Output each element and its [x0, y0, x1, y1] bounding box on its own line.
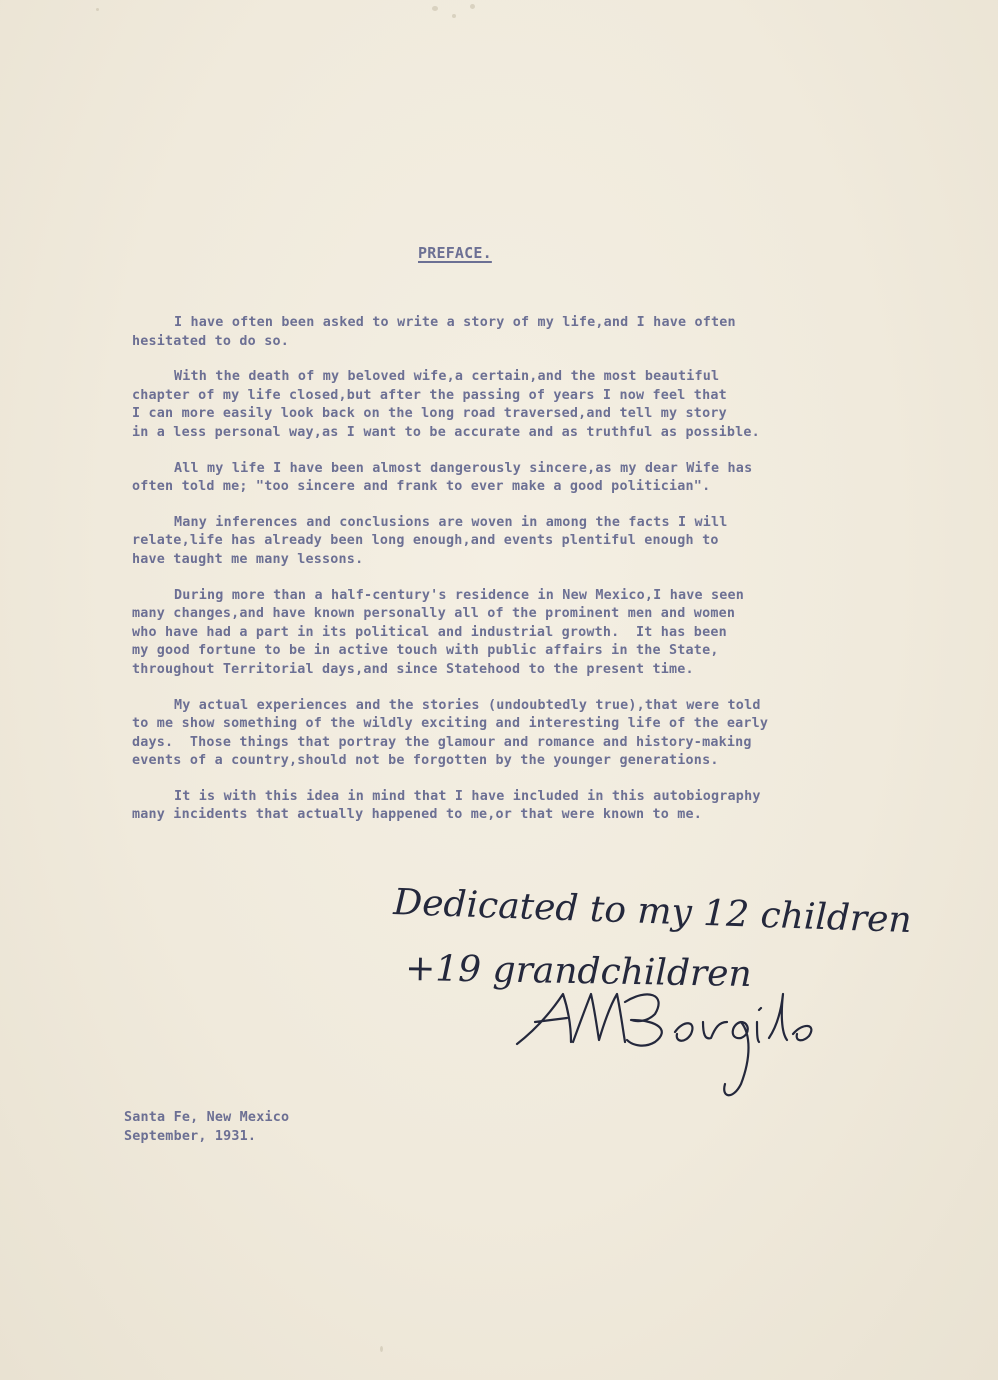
paragraph-line: have taught me many lessons.: [132, 551, 364, 567]
signature-stroke: [517, 994, 811, 1095]
paragraph-line: It is with this idea in mind that I have included in this autobiography: [174, 788, 761, 804]
handwritten-dedication: [385, 862, 995, 1112]
dedication-line-2: +19 grandchildren: [404, 948, 752, 996]
paragraph-line: events of a country,should not be forgotten by the younger generations.: [132, 753, 719, 769]
paragraph-line: My actual experiences and the stories (undoubtedly true),that were told: [174, 697, 761, 713]
paragraph-line: I can more easily look back on the long road traversed,and tell my story: [132, 406, 727, 422]
paragraph: [132, 514, 892, 570]
preface-title: PREFACE.: [418, 244, 492, 262]
paragraph-line: During more than a half-century's residence in New Mexico,I have seen: [174, 587, 745, 603]
paragraph-line: Many inferences and conclusions are woven in among the facts I will: [174, 514, 728, 530]
place-line: Santa Fe, New Mexico: [124, 1110, 290, 1125]
preface-body: [132, 314, 892, 842]
dedication-line-1: Dedicated to my 12 children: [392, 882, 913, 942]
paragraph-line: who have had a part in its political and industrial growth. It has been: [132, 624, 727, 640]
signature: [517, 994, 811, 1095]
signature-text: AMBergère: [525, 1042, 531, 1043]
paragraph-line: hesitated to do so.: [132, 333, 289, 349]
handwriting-svg: [385, 862, 995, 1112]
paper-speck: [96, 8, 99, 11]
paragraph: [132, 368, 892, 442]
paper-speck: [452, 14, 456, 18]
paragraph-line: All my life I have been almost dangerously sincere,as my dear Wife has: [174, 460, 753, 476]
paragraph-line: in a less personal way,as I want to be accurate and as truthful as possible.: [132, 424, 760, 440]
paragraph-line: relate,life has already been long enough,and events plentiful enough to: [132, 533, 719, 549]
place-and-date: [124, 1108, 289, 1146]
paragraph: [132, 587, 892, 680]
paragraph: [132, 314, 892, 351]
paper-speck: [470, 4, 475, 9]
date-line: September, 1931.: [124, 1129, 257, 1144]
paragraph-line: chapter of my life closed,but after the passing of years I now feel that: [132, 387, 727, 403]
paragraph: [132, 697, 892, 771]
paragraph-line: I have often been asked to write a story of my life,and I have often: [174, 315, 736, 330]
paper-speck: [380, 1346, 383, 1352]
paragraph-line: often told me; "too sincere and frank to ever make a good politician".: [132, 479, 711, 495]
paragraph-line: many incidents that actually happened to me,or that were known to me.: [132, 807, 703, 823]
paragraph-line: throughout Territorial days,and since Statehood to the present time.: [132, 661, 694, 677]
paragraph: [132, 460, 892, 497]
paragraph-line: With the death of my beloved wife,a certain,and the most beautiful: [174, 369, 720, 385]
paper-speck: [432, 6, 438, 11]
paragraph-line: my good fortune to be in active touch with public affairs in the State,: [132, 643, 719, 659]
paragraph-line: many changes,and have known personally all of the prominent men and women: [132, 606, 736, 622]
paragraph-line: days. Those things that portray the glamour and romance and history-making: [132, 734, 752, 750]
paragraph-line: to me show something of the wildly exciting and interesting life of the early: [132, 716, 769, 732]
paragraph: [132, 788, 892, 825]
